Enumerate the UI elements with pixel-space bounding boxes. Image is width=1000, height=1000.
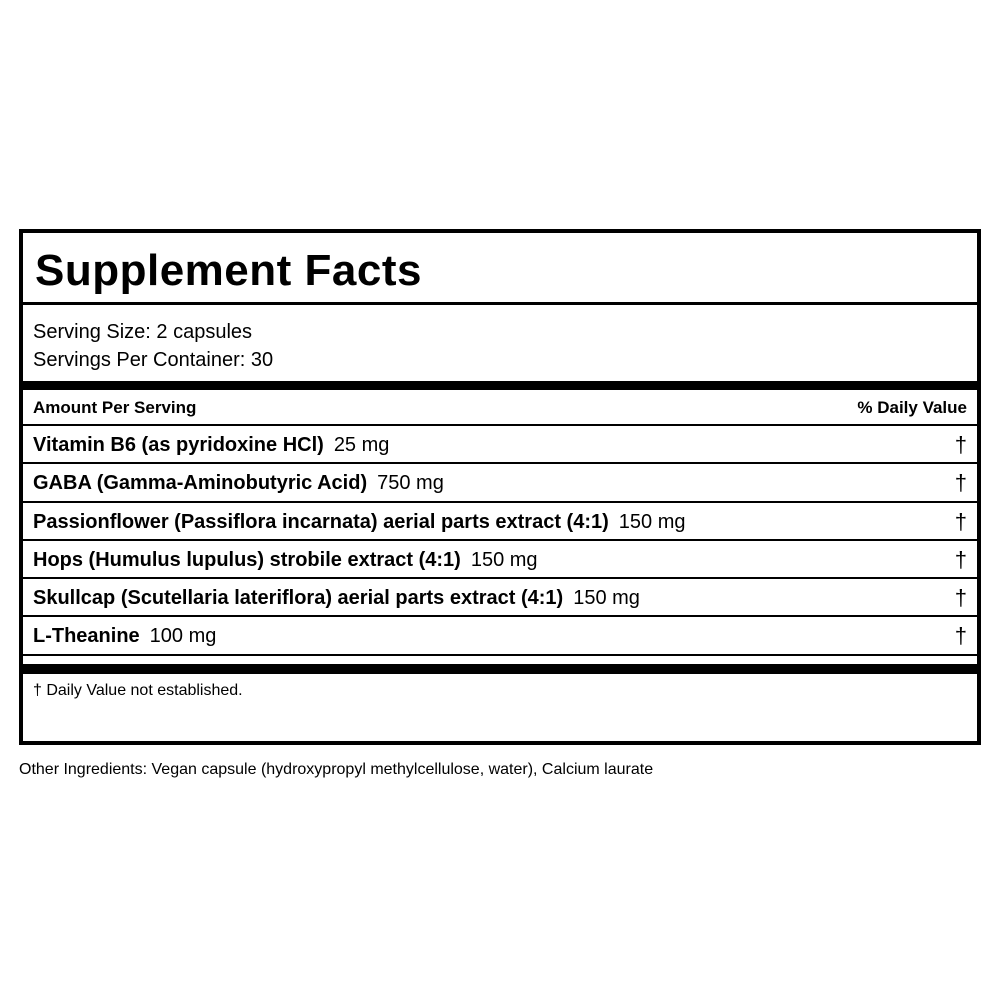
daily-value-dagger: † (954, 546, 967, 572)
daily-value-dagger: † (954, 508, 967, 534)
ingredient-rows (23, 426, 977, 656)
ingredient-row (23, 503, 977, 541)
title-row (23, 233, 977, 305)
daily-value-dagger: † (954, 585, 967, 611)
ingredient-name: Vitamin B6 (as pyridoxine HCl) (33, 434, 324, 456)
ingredient-row (23, 617, 977, 655)
ingredient-amount: 25 mg (333, 434, 390, 456)
ingredient-amount: 150 mg (618, 510, 686, 533)
ingredient-row (23, 464, 977, 502)
ingredient-amount: 150 mg (573, 587, 640, 610)
servings-per-container: Servings Per Container: 30 (33, 349, 274, 371)
ingredient-row (23, 541, 977, 579)
ingredient-row (23, 579, 977, 617)
daily-value-dagger: † (954, 432, 967, 457)
ingredient-row (23, 426, 977, 464)
column-header-row (23, 390, 977, 426)
serving-size: Serving Size: 2 capsules (33, 321, 253, 343)
panel-title: Supplement Facts (35, 246, 422, 295)
daily-value-dagger: † (954, 623, 967, 649)
supplement-facts-panel (19, 229, 981, 745)
daily-value-dagger: † (954, 470, 967, 496)
amount-per-serving-header: Amount Per Serving (33, 398, 197, 417)
ingredient-name: GABA (Gamma-Aminobutyric Acid) (33, 472, 368, 495)
ingredient-name: L-Theanine (33, 625, 140, 648)
ingredient-name: Passionflower (Passiflora incarnata) aerial parts extract (4:1) (33, 510, 609, 533)
daily-value-footnote: † Daily Value not established. (33, 682, 243, 699)
thick-divider-top (23, 381, 977, 390)
other-ingredients: Other Ingredients: Vegan capsule (hydroxypropyl methylcellulose, water), Calcium laurate (19, 761, 654, 778)
daily-value-header: % Daily Value (857, 398, 967, 417)
ingredient-name: Skullcap (Scutellaria lateriflora) aerial parts extract (4:1) (33, 587, 564, 610)
thick-divider-bottom (23, 664, 977, 674)
ingredient-amount: 750 mg (377, 472, 444, 495)
ingredient-name: Hops (Humulus lupulus) strobile extract (4:1) (33, 548, 461, 571)
serving-info (23, 305, 977, 381)
ingredient-amount: 150 mg (470, 548, 538, 571)
ingredient-amount: 100 mg (149, 625, 217, 648)
